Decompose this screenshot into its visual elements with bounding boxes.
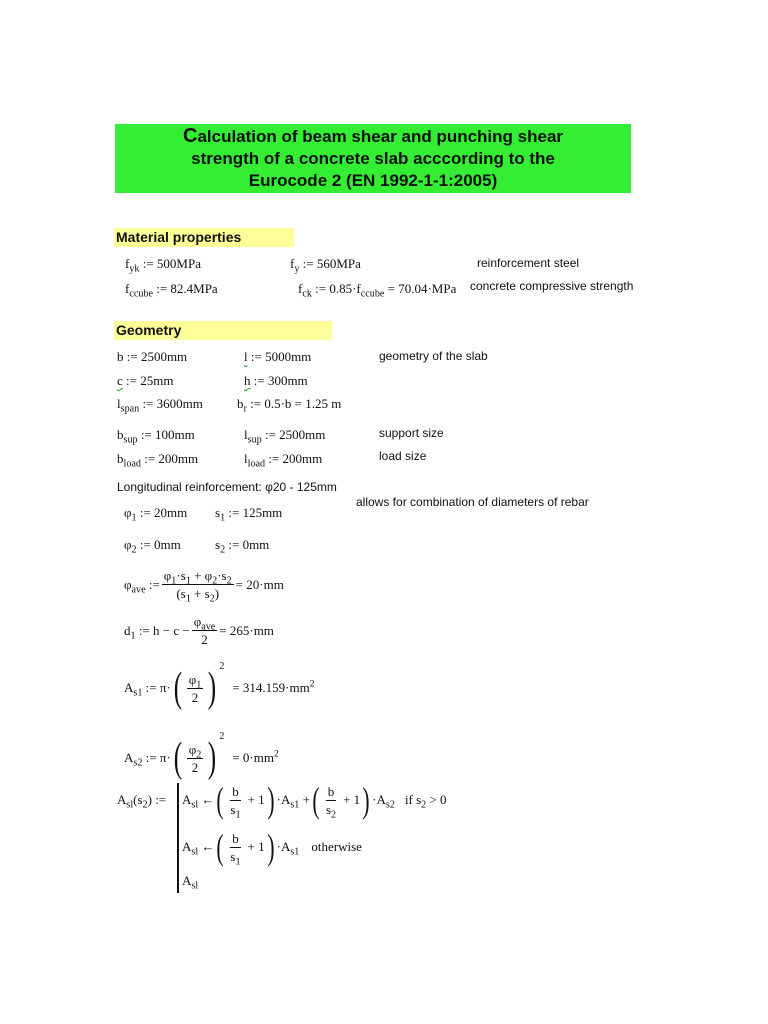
- formula-lsup[interactable]: $l_{sup}$ := 2500mm: [244, 427, 326, 446]
- formula-fyk[interactable]: $f_{yk}$ := 500MPa: [125, 256, 201, 275]
- formula-h[interactable]: h := 300mm: [244, 373, 308, 388]
- formula-phi1[interactable]: $\varphi_1$ := 20mm: [124, 505, 188, 524]
- program-bracket: [177, 783, 179, 893]
- note-rebar-combination: allows for combination of diameters of rebar: [356, 495, 589, 509]
- note-load-size: load size: [379, 449, 427, 463]
- formula-fck[interactable]: $f_{ck}$ := $0.85\cdot f_{ccube} = 70.04\cdot MPa$: [298, 281, 457, 300]
- formula-phi-ave[interactable]: $\varphi_{ave}$ := $\frac{\varphi_1\cdot s_1 + \varphi_2\cdot s_2}{(s_1 + s_2)}$ = 20·mm: [124, 568, 284, 605]
- note-support-size: support size: [379, 426, 444, 440]
- formula-br[interactable]: $b_r$ := 0.5·b = 1.25 m: [237, 396, 342, 415]
- program-line-return[interactable]: $A_{sl}$: [182, 873, 199, 892]
- formula-bload[interactable]: $b_{load}$ := 200mm: [117, 451, 199, 470]
- program-line-if[interactable]: $A_{sl}$ ← ( $\frac{b}{s_1}$ + 1 ) $\cdot A_{s1}$ + ( $\frac{b}{s_2}$ + 1 ) $\cdot A_{s2}$ if $s_2 > 0$: [182, 780, 447, 821]
- formula-lload[interactable]: $l_{load}$ := 200mm: [244, 451, 323, 470]
- formula-d1[interactable]: $d_1$ := h − c − $\frac{\varphi_{ave}}{2}$ = 265·mm: [124, 614, 274, 647]
- formula-As2[interactable]: $A_{s2}$ := π· ( $\frac{\varphi_2}{2}$ ) 2 = $0\cdot mm^2$: [124, 730, 279, 781]
- As1-fraction: $\frac{\varphi_1}{2}$: [188, 671, 202, 705]
- formula-c[interactable]: c := 25mm: [117, 373, 174, 388]
- formula-lspan[interactable]: $l_{span}$ := 3600mm: [117, 396, 203, 415]
- formula-fccube[interactable]: $f_{ccube}$ := 82.4MPa: [125, 281, 218, 300]
- formula-l[interactable]: l := 5000mm: [244, 349, 312, 364]
- section-header-material: Material properties: [114, 228, 294, 247]
- note-concrete-strength: concrete compressive strength: [470, 279, 634, 293]
- note-reinforcement-steel: reinforcement steel: [477, 256, 580, 270]
- formula-b[interactable]: b := 2500mm: [117, 349, 188, 364]
- title-line-1: Calculation of beam shear and punching shear: [182, 125, 564, 147]
- title-line-2: strength of a concrete slab acccording to the: [191, 149, 555, 168]
- phi-ave-fraction: $\frac{\varphi_1\cdot s_1 + \varphi_2\cdot s_2}{(s_1 + s_2)}$: [163, 568, 232, 605]
- formula-s2[interactable]: $s_2$ := 0mm: [215, 537, 270, 556]
- formula-bsup[interactable]: $b_{sup}$ := 100mm: [117, 427, 195, 446]
- formula-phi2[interactable]: $\varphi_2$ := 0mm: [124, 537, 181, 556]
- program-line-otherwise[interactable]: $A_{sl}$ ← ( $\frac{b}{s_1}$ + 1 ) $\cdot A_{s1}$ otherwise: [182, 827, 362, 868]
- formula-s1[interactable]: $s_1$ := 125mm: [215, 505, 283, 524]
- d1-fraction: $\frac{\varphi_{ave}}{2}$: [193, 614, 216, 647]
- reinforcement-heading: Longitudinal reinforcement: φ20 - 125mm: [117, 480, 337, 494]
- formula-Asl-lhs[interactable]: $A_{sl}(s_2)$ :=: [117, 792, 167, 811]
- formula-As1[interactable]: $A_{s1}$ := π· ( $\frac{\varphi_1}{2}$ ) 2 = $314.159\cdot mm^2$: [124, 660, 315, 711]
- note-geometry: geometry of the slab: [379, 349, 488, 363]
- title-line-3: Eurocode 2 (EN 1992-1-1:2005): [248, 171, 498, 190]
- section-header-geometry: Geometry: [114, 321, 332, 340]
- As2-fraction: $\frac{\varphi_2}{2}$: [188, 741, 202, 775]
- formula-fy[interactable]: $f_y$ := 560MPa: [290, 256, 361, 275]
- document-title: [115, 124, 631, 193]
